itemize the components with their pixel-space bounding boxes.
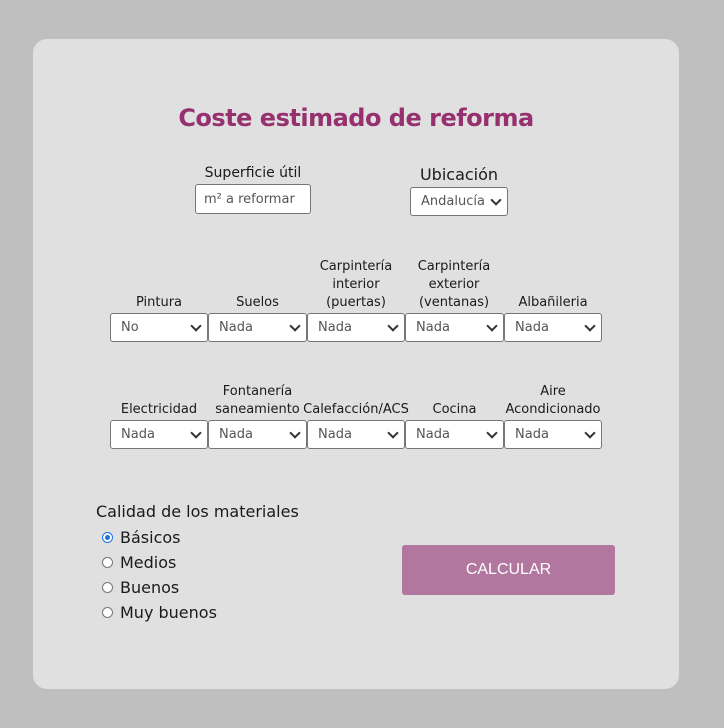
albanileria-select[interactable] xyxy=(504,313,602,342)
radio-button[interactable] xyxy=(102,607,113,618)
radio-label: Buenos xyxy=(120,577,180,597)
ubicacion-label: Ubicación xyxy=(419,165,499,184)
carpinteria-exterior-select[interactable] xyxy=(405,313,504,342)
radio-label: Básicos xyxy=(120,527,181,547)
calefaccion-value: Nada xyxy=(318,427,352,442)
superficie-label: Superficie útil xyxy=(204,165,302,181)
calcular-button[interactable]: CALCULAR xyxy=(402,545,615,595)
cocina-label: Cocina xyxy=(432,402,477,417)
chevron-down-icon xyxy=(387,320,398,331)
chevron-down-icon xyxy=(289,427,300,438)
cocina-select[interactable] xyxy=(405,420,504,449)
aire-select[interactable] xyxy=(504,420,602,449)
radio-button[interactable] xyxy=(102,532,113,543)
electricidad-label: Electricidad xyxy=(120,402,198,417)
cocina-value: Nada xyxy=(416,427,450,442)
chevron-down-icon xyxy=(486,320,497,331)
carpinteria-exterior-label: Carpintería exterior (ventanas) xyxy=(417,259,491,310)
carpinteria-exterior-value: Nada xyxy=(416,320,450,335)
carpinteria-interior-label: Carpintería interior (puertas) xyxy=(319,259,393,310)
aire-value: Nada xyxy=(515,427,549,442)
carpinteria-interior-select[interactable] xyxy=(307,313,405,342)
suelos-label: Suelos xyxy=(236,295,279,310)
pintura-value: No xyxy=(121,320,139,335)
page-title: Coste estimado de reforma xyxy=(178,104,534,132)
reform-cost-card xyxy=(33,39,679,689)
chevron-down-icon xyxy=(584,320,595,331)
radio-label: Medios xyxy=(120,552,177,572)
pintura-label: Pintura xyxy=(135,295,183,310)
chevron-down-icon xyxy=(584,427,595,438)
radio-label: Muy buenos xyxy=(120,602,217,622)
radio-buenos[interactable] xyxy=(102,576,179,598)
aire-label: Aire Acondicionado xyxy=(505,384,601,417)
chevron-down-icon xyxy=(289,320,300,331)
superficie-input[interactable]: m² a reformar xyxy=(195,184,311,214)
calefaccion-label: Calefacción/ACS xyxy=(303,402,409,417)
carpinteria-interior-value: Nada xyxy=(318,320,352,335)
suelos-select[interactable] xyxy=(208,313,307,342)
radio-basicos[interactable] xyxy=(102,526,180,548)
calidad-label: Calidad de los materiales xyxy=(96,502,299,521)
chevron-down-icon xyxy=(190,320,201,331)
radio-muy-buenos[interactable] xyxy=(102,601,217,623)
radio-button[interactable] xyxy=(102,557,113,568)
ubicacion-select[interactable] xyxy=(410,187,508,216)
pintura-select[interactable] xyxy=(110,313,208,342)
albanileria-label: Albañileria xyxy=(518,295,588,310)
electricidad-select[interactable] xyxy=(110,420,208,449)
fontaneria-value: Nada xyxy=(219,427,253,442)
radio-medios[interactable] xyxy=(102,551,176,573)
chevron-down-icon xyxy=(490,194,501,205)
chevron-down-icon xyxy=(486,427,497,438)
calefaccion-select[interactable] xyxy=(307,420,405,449)
suelos-value: Nada xyxy=(219,320,253,335)
ubicacion-value: Andalucía xyxy=(421,194,485,209)
electricidad-value: Nada xyxy=(121,427,155,442)
albanileria-value: Nada xyxy=(515,320,549,335)
chevron-down-icon xyxy=(190,427,201,438)
chevron-down-icon xyxy=(387,427,398,438)
fontaneria-label: Fontanería saneamiento xyxy=(215,384,300,417)
fontaneria-select[interactable] xyxy=(208,420,307,449)
radio-button[interactable] xyxy=(102,582,113,593)
